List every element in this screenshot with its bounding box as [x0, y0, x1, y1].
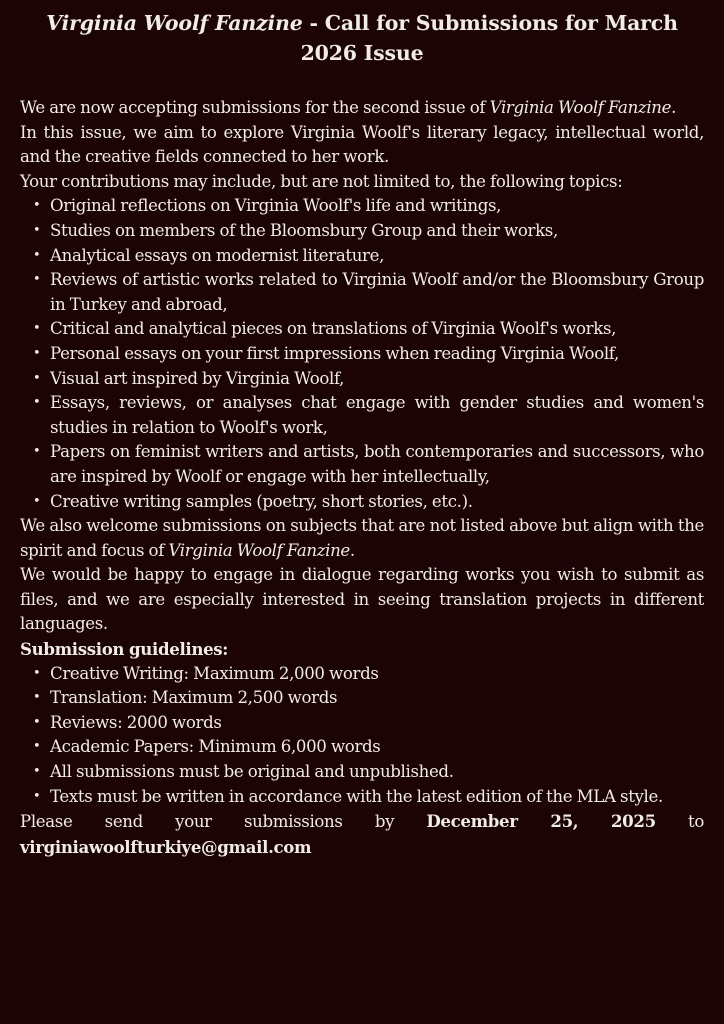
closing-text: Please send your submissions by: [20, 812, 427, 832]
welcome-text: We also welcome submissions on subjects that are not listed above but align with the spirit and focus of: [20, 516, 704, 560]
guideline-item: • All submissions must be original and unpublished.: [50, 760, 704, 785]
guideline-item: • Translation: Maximum 2,500 words: [50, 686, 704, 711]
topics-list: [20, 194, 704, 514]
title-fanzine-name: Virginia Woolf Fanzine: [46, 11, 303, 35]
welcome-period: .: [349, 540, 355, 560]
topic-item: • Essays, reviews, or analyses chat engage with gender studies and women's studies in relation to Woolf's work,: [50, 391, 704, 440]
body-text: [20, 96, 704, 859]
topic-item: • Visual art inspired by Virginia Woolf,: [50, 367, 704, 392]
contributions-paragraph: Your contributions may include, but are not limited to, the following topics:: [20, 171, 623, 191]
guideline-item: • Academic Papers: Minimum 6,000 words: [50, 735, 704, 760]
fanzine-name: Virginia Woolf Fanzine: [168, 540, 350, 560]
title-rest: - Call for Submissions for March 2026 Issue: [300, 11, 678, 65]
guidelines-list: [20, 662, 704, 810]
intro-text: We are now accepting submissions for the second issue of: [20, 98, 490, 117]
aim-paragraph: In this issue, we aim to explore Virginia Woolf's literary legacy, intellectual world, and the creative fields connected to her work.: [20, 122, 704, 167]
closing-to: to: [655, 812, 704, 832]
intro-period: .: [671, 98, 677, 117]
topic-item: • Original reflections on Virginia Woolf's life and writings,: [50, 194, 704, 219]
guideline-item: • Reviews: 2000 words: [50, 711, 704, 736]
dialogue-paragraph: We would be happy to engage in dialogue regarding works you wish to submit as files, and we are especially interested in seeing translation projects in different languages.: [20, 565, 704, 634]
topic-item: • Analytical essays on modernist literature,: [50, 244, 704, 269]
topic-item: • Personal essays on your first impressions when reading Virginia Woolf,: [50, 342, 704, 367]
topic-item: • Critical and analytical pieces on translations of Virginia Woolf's works,: [50, 317, 704, 342]
guideline-item: • Texts must be written in accordance with the latest edition of the MLA style.: [50, 785, 704, 810]
topic-item: • Papers on feminist writers and artists, both contemporaries and successors, who are inspired by Woolf or engage with her intellectually,: [50, 440, 704, 489]
intro-paragraph: [20, 96, 704, 121]
topic-item: • Reviews of artistic works related to Virginia Woolf and/or the Bloomsbury Group in Turkey and abroad,: [50, 268, 704, 317]
guideline-item: • Creative Writing: Maximum 2,000 words: [50, 662, 704, 687]
topic-item: • Studies on members of the Bloomsbury Group and their works,: [50, 219, 704, 244]
guidelines-heading: Submission guidelines:: [20, 639, 229, 660]
deadline-date: December 25, 2025: [426, 811, 656, 832]
closing-paragraph: [20, 809, 704, 835]
page-title: [20, 8, 704, 68]
fanzine-name: Virginia Woolf Fanzine: [489, 98, 672, 117]
welcome-paragraph: [20, 514, 704, 563]
topic-item: • Creative writing samples (poetry, short stories, etc.).: [50, 490, 704, 515]
contact-email[interactable]: virginiawoolfturkiye@gmail.com: [20, 836, 312, 857]
